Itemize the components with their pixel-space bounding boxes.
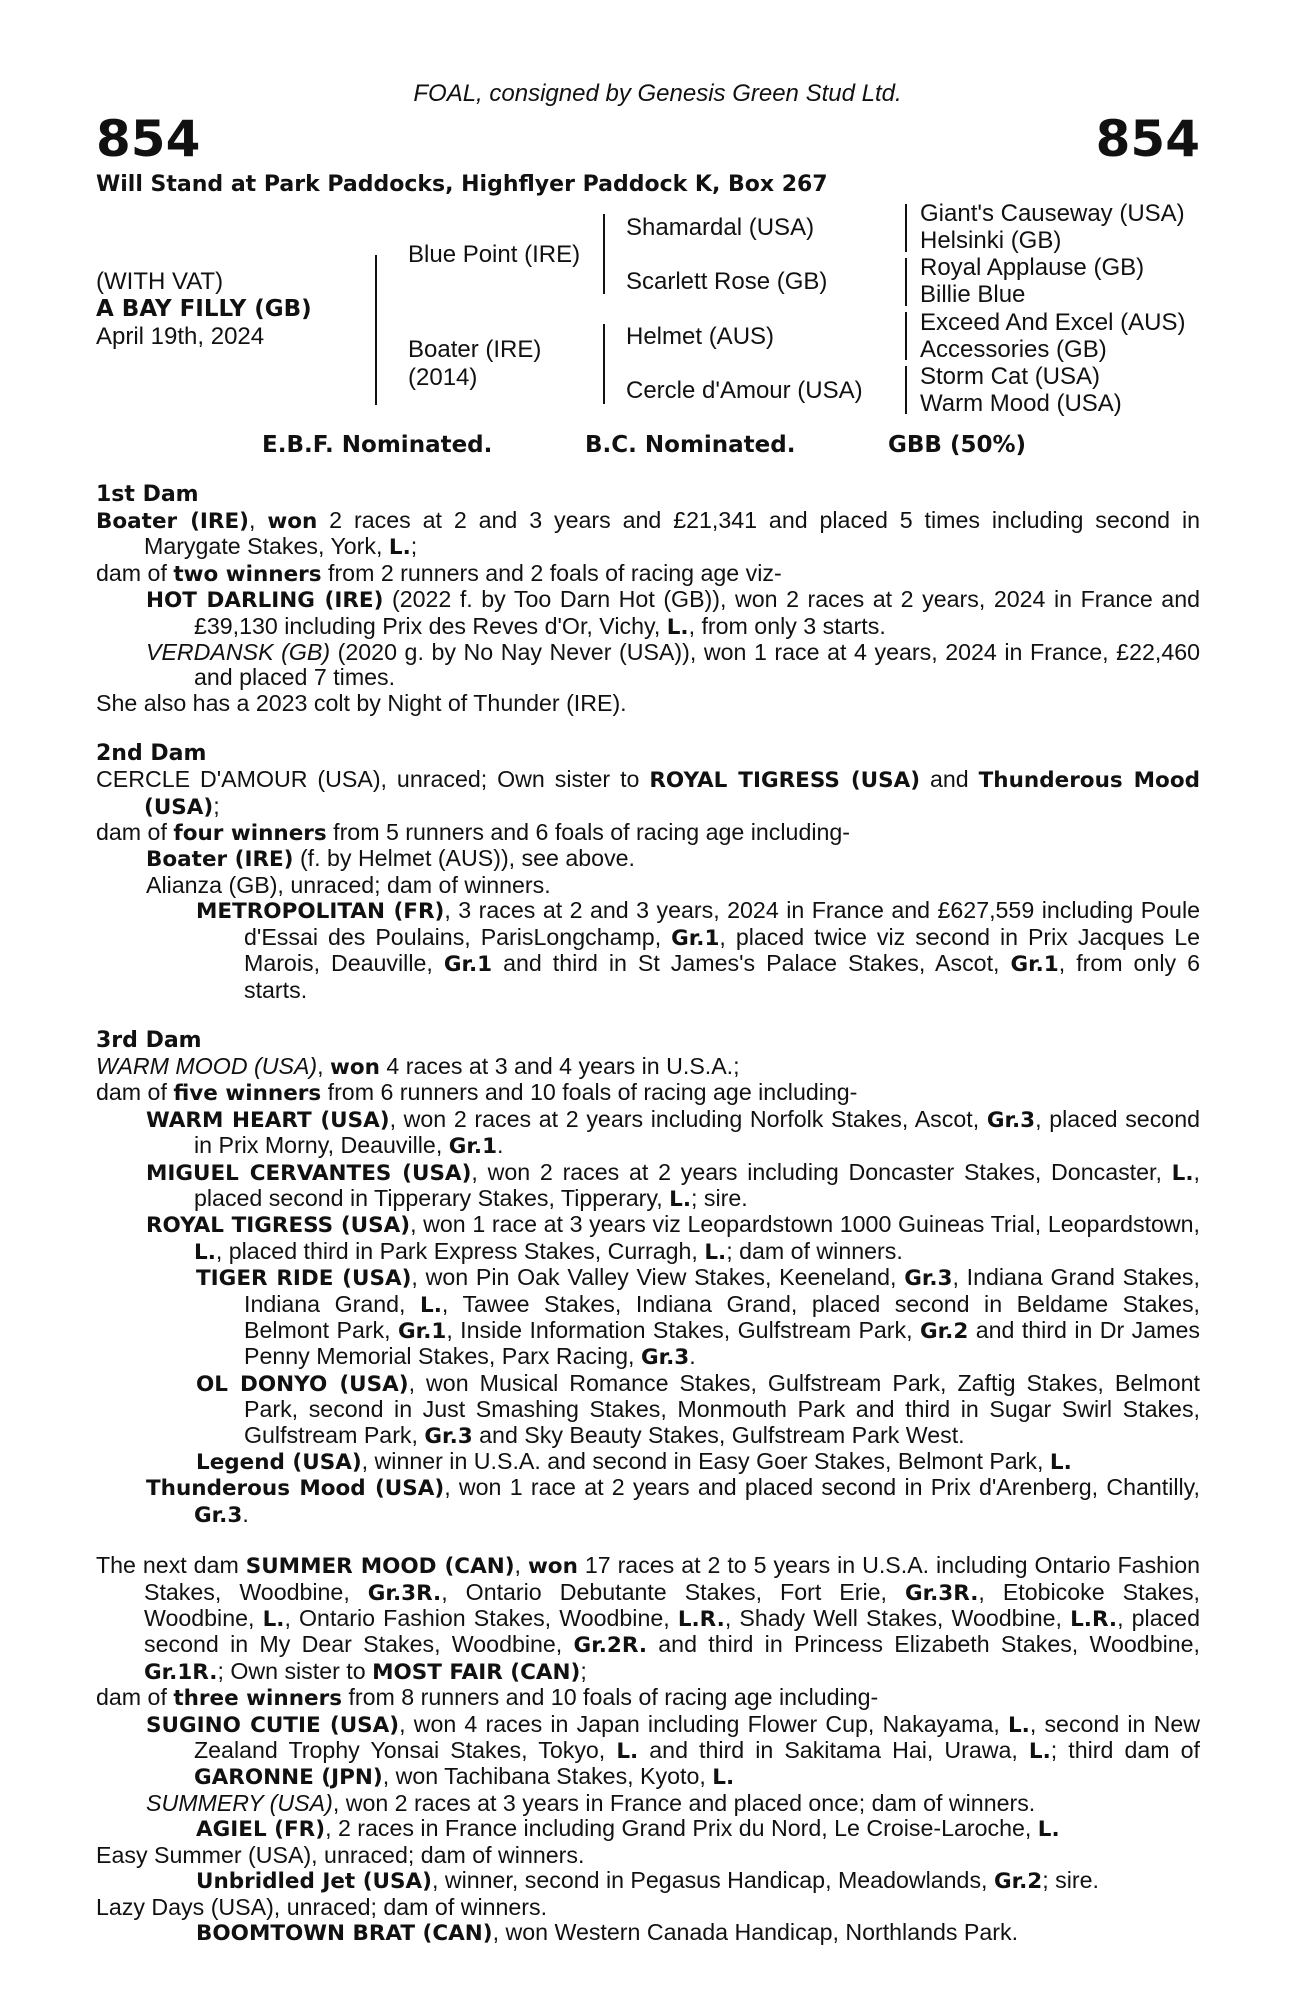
bold-text: Gr.3R. <box>367 1580 442 1606</box>
dam-year: (2014) <box>408 364 478 391</box>
text-run: , 3 races at 2 and 3 years, 2024 in France and £627,559 including Poule d'Essai des Poulains, ParisLongchamp, <box>244 897 1201 950</box>
produce-entry <box>96 846 1200 872</box>
bold-text: Gr.1R. <box>144 1659 218 1685</box>
bold-text: Gr.2R. <box>573 1633 647 1659</box>
text-run: from 6 runners and 10 foals of racing age including- <box>321 1079 858 1106</box>
text-run: and third in St James's Palace Stakes, Ascot, <box>492 950 1011 977</box>
text-run: and Sky Beauty Stakes, Gulfstream Park West. <box>472 1421 965 1448</box>
bold-text: won <box>267 509 318 534</box>
bold-text: L. <box>1171 1160 1194 1186</box>
produce-entry <box>96 1868 1200 1894</box>
brace-sire <box>603 214 605 294</box>
produce-entry <box>96 1160 1200 1213</box>
text-run: dam of <box>96 1079 174 1106</box>
bold-text: METROPOLITAN (FR) <box>196 899 445 925</box>
text-run: , won Pin Oak Valley View Stakes, Keeneland, <box>411 1264 905 1291</box>
text-run: , <box>514 1552 528 1579</box>
text-run: dam of <box>96 819 174 846</box>
bold-text: L. <box>1037 1817 1060 1843</box>
bold-text: five winners <box>173 1081 322 1107</box>
text-run: , Etobicoke Stakes, Woodbine, <box>144 1578 1200 1632</box>
horse-name: A BAY FILLY (GB) <box>96 296 312 322</box>
text-run: . <box>689 1343 696 1370</box>
produce-entry <box>96 1475 1200 1528</box>
bold-text: Gr.3 <box>986 1107 1036 1133</box>
text-run: , Shady Well Stakes, Woodbine, <box>724 1605 1071 1632</box>
bold-text: GARONNE (JPN) <box>194 1765 383 1791</box>
ds-sire: Exceed And Excel (AUS) <box>920 309 1186 336</box>
bold-text: Gr.3 <box>904 1266 953 1292</box>
sd-sire: Royal Applause (GB) <box>920 254 1145 281</box>
text-run: , from only 3 starts. <box>688 612 886 639</box>
vat-note: (WITH VAT) <box>96 268 224 295</box>
produce-entry <box>96 1712 1200 1791</box>
text-run: . <box>497 1132 504 1159</box>
produce-entry <box>96 1212 1200 1265</box>
bold-text: L.R. <box>1070 1607 1118 1633</box>
third-dam-produce-summary <box>96 1080 1200 1106</box>
bold-text: ROYAL TIGRESS (USA) <box>146 1213 411 1239</box>
stand-location: Will Stand at Park Paddocks, Highflyer Paddock K, Box 267 <box>96 172 828 197</box>
text-run: (2022 f. by Too Darn Hot (GB)), won 2 races at 2 years, 2024 in France and £39,130 including Prix des Reves d'Or, Vichy, <box>194 586 1200 639</box>
bold-text: WARM HEART (USA) <box>146 1107 390 1133</box>
text-run: , won 2 races at 2 years including Doncaster Stakes, Doncaster, <box>471 1158 1172 1185</box>
produce-entry <box>96 1265 1200 1371</box>
bold-text: won <box>527 1554 578 1580</box>
produce-entry <box>96 587 1200 640</box>
bold-text: L. <box>1049 1450 1072 1475</box>
text-run: ; <box>213 792 220 819</box>
lot-number-left: 854 <box>96 110 201 168</box>
produce-entry <box>96 1791 1200 1816</box>
text-run: , 2 races in France including Grand Prix du Nord, Le Croise-Laroche, <box>325 1815 1038 1842</box>
bold-text: L. <box>616 1739 639 1765</box>
text-run: , won 1 race at 2 years and placed second in Prix d'Arenberg, Chantilly, <box>444 1474 1200 1501</box>
produce-entry <box>96 1449 1200 1475</box>
produce-entry <box>96 1816 1200 1842</box>
bold-text: L. <box>712 1765 735 1791</box>
first-dam-heading: 1st Dam <box>96 482 199 507</box>
text-run: and <box>920 766 979 793</box>
first-dam-record <box>96 508 1200 561</box>
produce-entry <box>96 1371 1200 1449</box>
text-run: , won Western Canada Handicap, Northlands Park. <box>492 1918 1019 1945</box>
bold-text: Gr.3 <box>424 1423 473 1449</box>
text-run: , second in New Zealand Trophy Yonsai Stakes, Tokyo, <box>194 1710 1200 1764</box>
brace-dd <box>905 366 907 414</box>
text-run: 4 races at 3 and 4 years in U.S.A.; <box>379 1052 740 1079</box>
brace-ss <box>905 204 907 252</box>
produce-entry <box>96 691 1200 716</box>
bold-text: L. <box>704 1239 727 1265</box>
text-run: 17 races at 2 to 5 years in U.S.A. including Ontario Fashion Stakes, Woodbine, <box>144 1552 1200 1605</box>
produce-entry <box>96 1895 1200 1920</box>
bold-text: L. <box>666 614 689 640</box>
text-run: (2020 g. by No Nay Never (USA)), won 1 race at 4 years, 2024 in France, £22,460 and placed 7 times. <box>194 639 1201 691</box>
text-run: , Inside Information Stakes, Gulfstream Park, <box>446 1316 920 1343</box>
sire-dam: Scarlett Rose (GB) <box>626 268 828 295</box>
third-dam-heading: 3rd Dam <box>96 1027 202 1053</box>
produce-entry <box>96 1920 1200 1946</box>
text-run: and third in Princess Elizabeth Stakes, Woodbine, <box>646 1631 1200 1658</box>
bold-text: L. <box>194 1239 216 1265</box>
produce-entry <box>96 898 1200 1003</box>
bold-text: Boater (IRE) <box>146 847 294 873</box>
bold-text: Gr.3 <box>640 1345 690 1371</box>
text-run: , won 2 races at 3 years in France and placed once; dam of winners. <box>332 1789 1036 1816</box>
bold-text: MOST FAIR (CAN) <box>372 1659 581 1685</box>
text-run: , placed second in Prix Morny, Deauville, <box>194 1105 1200 1159</box>
text-run: CERCLE D'AMOUR (USA), unraced; Own sister to <box>96 766 650 793</box>
next-dam-record <box>96 1553 1200 1685</box>
dd-sire: Storm Cat (USA) <box>920 363 1101 390</box>
bold-text: two winners <box>173 561 322 587</box>
text-run: , placed second in My Dear Stakes, Woodbine, <box>144 1605 1200 1658</box>
dam-dam: Cercle d'Amour (USA) <box>626 377 863 404</box>
text-run: , Ontario Fashion Stakes, Woodbine, <box>284 1605 678 1632</box>
produce-entry <box>96 1843 1200 1868</box>
text-run: ; third dam of <box>1050 1737 1200 1764</box>
bold-text: Gr.1 <box>443 952 493 978</box>
text-run: , Indiana Grand Stakes, Indiana Grand, <box>244 1264 1200 1317</box>
text-run: ; dam of winners. <box>726 1237 903 1264</box>
consignor-line: FOAL, consigned by Genesis Green Stud Ltd. <box>413 80 902 107</box>
brace-dam <box>603 324 605 404</box>
bold-text: three winners <box>173 1686 343 1712</box>
bold-text: won <box>330 1054 380 1080</box>
brace-main <box>375 255 377 405</box>
bold-text: Legend (USA) <box>196 1450 362 1475</box>
text-run: ; sire. <box>1042 1867 1099 1894</box>
text-run: , <box>248 507 268 533</box>
bold-text: OL DONYO (USA) <box>196 1371 409 1397</box>
bold-text: four winners <box>173 821 327 847</box>
text-run: , won 2 races at 2 years including Norfolk Stakes, Ascot, <box>389 1105 987 1132</box>
text-run: dam of <box>96 559 174 586</box>
text-run: and third in Sakitama Hai, Urawa, <box>638 1737 1029 1764</box>
ds-dam: Accessories (GB) <box>920 336 1107 363</box>
text-run: , won Tachibana Stakes, Kyoto, <box>382 1763 713 1790</box>
ebf-nomination: E.B.F. Nominated. <box>262 432 493 458</box>
text-run: , won 1 race at 3 years viz Leopardstown 1000 Guineas Trial, Leopardstown, <box>410 1211 1200 1238</box>
lot-number-right: 854 <box>1095 110 1200 168</box>
bold-text: SUGINO CUTIE (USA) <box>146 1712 400 1738</box>
ss-dam: Helsinki (GB) <box>920 227 1062 254</box>
italic-text: WARM MOOD (USA) <box>96 1052 318 1079</box>
text-run: (f. by Helmet (AUS)), see above. <box>293 845 635 872</box>
foaling-date: April 19th, 2024 <box>96 323 265 350</box>
text-run: from 2 runners and 2 foals of racing age viz- <box>321 559 782 586</box>
bold-text: Gr.1 <box>1010 952 1059 978</box>
text-run: , winner, second in Pegasus Handicap, Meadowlands, <box>431 1867 994 1894</box>
text-run: , Ontario Debutante Stakes, Fort Erie, <box>441 1578 905 1605</box>
text-run: from 5 runners and 6 foals of racing age including- <box>326 819 851 846</box>
next-dam-produce-summary <box>96 1685 1200 1711</box>
bold-text: L. <box>1028 1739 1051 1765</box>
bold-text: L. <box>1007 1712 1030 1738</box>
bold-text: Gr.1 <box>671 925 720 951</box>
second-dam-produce-summary <box>96 820 1200 846</box>
sire: Blue Point (IRE) <box>408 241 581 268</box>
text-run: , won Musical Romance Stakes, Gulfstream Park, Zaftig Stakes, Belmont Park, second in Just Smashing Stakes, Monmouth Park and third in Sugar Swirl Stakes, Gulfstream Park, <box>244 1369 1200 1448</box>
sd-dam: Billie Blue <box>920 281 1026 308</box>
text-run: ; sire. <box>691 1184 748 1211</box>
text-run: , placed third in Park Express Stakes, Curragh, <box>215 1237 705 1264</box>
bold-text: L.R. <box>677 1607 725 1633</box>
bold-text: L. <box>669 1186 692 1212</box>
dam-sire: Helmet (AUS) <box>626 323 775 350</box>
text-run: , from only 6 starts. <box>244 950 1200 1003</box>
text-run: Alianza (GB), unraced; dam of winners. <box>146 871 551 898</box>
bc-nomination: B.C. Nominated. <box>585 432 796 458</box>
sire-sire: Shamardal (USA) <box>626 214 815 241</box>
text-run: from 8 runners and 10 foals of racing age including- <box>342 1684 879 1711</box>
bold-text: Gr.3 <box>194 1502 243 1528</box>
bold-text: Gr.1 <box>398 1318 447 1344</box>
bold-text: L. <box>262 1607 285 1633</box>
third-dam-record <box>96 1054 1200 1080</box>
text-run: Easy Summer (USA), unraced; dam of winners. <box>96 1841 585 1868</box>
text-run: She also has a 2023 colt by Night of Thunder (IRE). <box>96 689 627 716</box>
produce-entry <box>96 873 1200 898</box>
bold-text: ROYAL TIGRESS (USA) <box>649 768 921 794</box>
text-run: 2 races at 2 and 3 years and £21,341 and placed 5 times including second in Marygate Stakes, York, <box>144 507 1200 560</box>
bold-text: Gr.1 <box>448 1134 498 1160</box>
text-run: The next dam <box>96 1552 246 1579</box>
text-run: , <box>317 1052 331 1079</box>
ss-sire: Giant's Causeway (USA) <box>920 200 1185 227</box>
bold-text: MIGUEL CERVANTES (USA) <box>146 1160 472 1186</box>
bold-text: L. <box>420 1292 442 1318</box>
brace-sd <box>905 258 907 306</box>
bold-text: Unbridled Jet (USA) <box>196 1869 432 1895</box>
bold-text: HOT DARLING (IRE) <box>146 588 384 614</box>
bold-text: TIGER RIDE (USA) <box>196 1266 412 1292</box>
italic-text: VERDANSK (GB) <box>146 639 331 666</box>
text-run: . <box>242 1500 249 1527</box>
gbb-status: GBB (50%) <box>888 432 1027 458</box>
text-run: , won 4 races in Japan including Flower Cup, Nakayama, <box>399 1710 1008 1737</box>
bold-text: Gr.3R. <box>904 1580 979 1606</box>
text-run: ; <box>410 533 418 560</box>
text-run: Lazy Days (USA), unraced; dam of winners. <box>96 1893 548 1920</box>
text-run: , placed twice viz second in Prix Jacques Le Marois, Deauville, <box>244 923 1200 977</box>
text-run: and third in Dr James Penny Memorial Stakes, Parx Racing, <box>244 1316 1200 1370</box>
bold-text: SUMMER MOOD (CAN) <box>245 1554 515 1580</box>
bold-text: Gr.2 <box>993 1869 1043 1895</box>
text-run: dam of <box>96 1684 174 1711</box>
bold-text: Thunderous Mood (USA) <box>146 1476 445 1502</box>
text-run: ; <box>580 1657 587 1684</box>
produce-entry <box>96 1107 1200 1160</box>
bold-text: AGIEL (FR) <box>196 1817 326 1843</box>
italic-text: SUMMERY (USA) <box>146 1789 333 1816</box>
bold-text: Gr.2 <box>919 1318 969 1344</box>
text-run: , placed second in Tipperary Stakes, Tipperary, <box>194 1158 1200 1211</box>
bold-text: L. <box>388 535 411 561</box>
bold-text: Boater (IRE) <box>96 509 249 534</box>
dam: Boater (IRE) <box>408 336 542 363</box>
catalogue-body <box>96 482 1200 1946</box>
text-run: , winner in U.S.A. and second in Easy Goer Stakes, Belmont Park, <box>361 1448 1050 1474</box>
dd-dam: Warm Mood (USA) <box>920 390 1122 417</box>
bold-text: Thunderous Mood (USA) <box>144 768 1200 820</box>
brace-ds <box>905 312 907 360</box>
second-dam-record <box>96 767 1200 820</box>
bold-text: BOOMTOWN BRAT (CAN) <box>196 1920 493 1946</box>
text-run: ; Own sister to <box>217 1657 373 1684</box>
text-run: , Tawee Stakes, Indiana Grand, placed second in Beldame Stakes, Belmont Park, <box>244 1290 1200 1343</box>
produce-entry <box>96 640 1200 691</box>
first-dam-produce-summary <box>96 561 1200 587</box>
second-dam-heading: 2nd Dam <box>96 741 207 767</box>
